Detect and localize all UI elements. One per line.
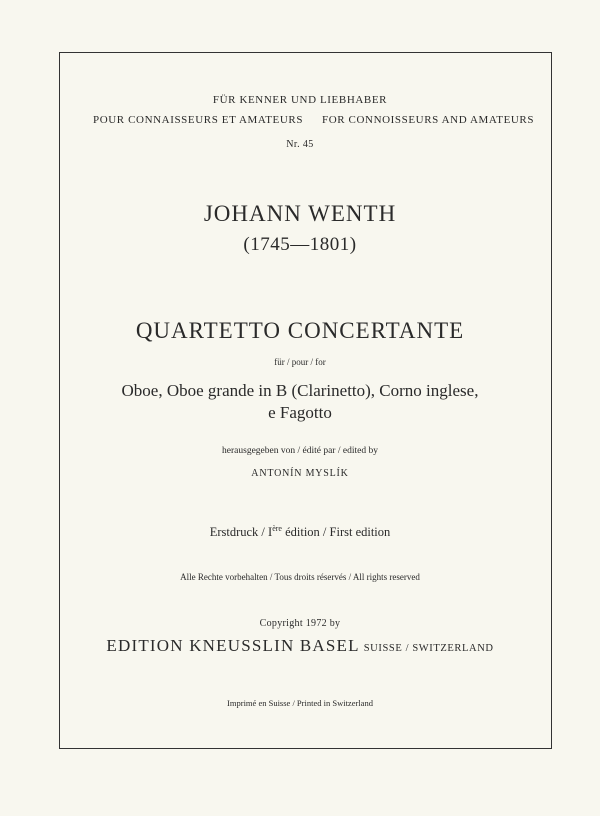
- publisher-location: SUISSE / SWITZERLAND: [363, 643, 494, 654]
- edited-by-label: herausgegeben von / édité par / edited by: [222, 446, 378, 456]
- editor-name: ANTONÍN MYSLÍK: [251, 468, 349, 479]
- series-title-english: FOR CONNOISSEURS AND AMATEURS: [322, 114, 535, 126]
- rights-notice: Alle Rechte vorbehalten / Tous droits réservés / All rights reserved: [180, 572, 420, 582]
- series-number: Nr. 45: [286, 139, 314, 150]
- publisher-name: EDITION KNEUSSLIN BASEL: [106, 636, 360, 655]
- printed-in-note: Imprimé en Suisse / Printed in Switzerland: [227, 698, 373, 708]
- instrumentation-line-1: Oboe, Oboe grande in B (Clarinetto), Corno inglese,: [121, 381, 479, 400]
- instrumentation-line-2: e Fagotto: [268, 403, 332, 422]
- composer-name: JOHANN WENTH: [203, 201, 397, 226]
- series-title-french: POUR CONNAISSEURS ET AMATEURS: [93, 114, 304, 126]
- edition-suffix: édition / First edition: [281, 525, 391, 540]
- series-title-german: FÜR KENNER UND LIEBHABER: [212, 94, 388, 106]
- edition-note: [0, 524, 600, 540]
- copyright-line: Copyright 1972 by: [259, 618, 341, 629]
- for-label: für / pour / for: [274, 357, 326, 367]
- edition-superscript: ère: [272, 524, 282, 533]
- publisher-row: [0, 636, 600, 656]
- edition-prefix: Erstdruck / I: [209, 525, 273, 540]
- composer-dates: (1745—1801): [243, 234, 357, 255]
- work-title: QUARTETTO CONCERTANTE: [135, 318, 465, 343]
